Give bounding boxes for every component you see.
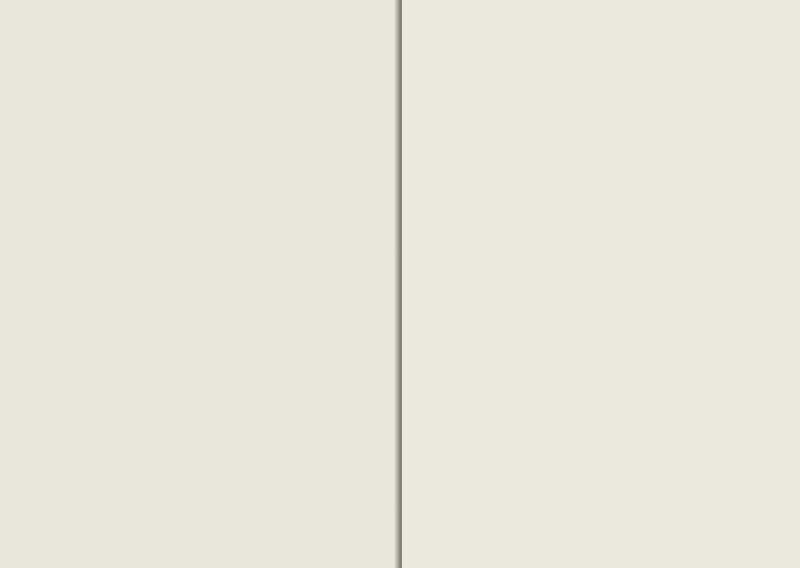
right-page xyxy=(402,0,800,568)
left-page xyxy=(0,0,398,568)
